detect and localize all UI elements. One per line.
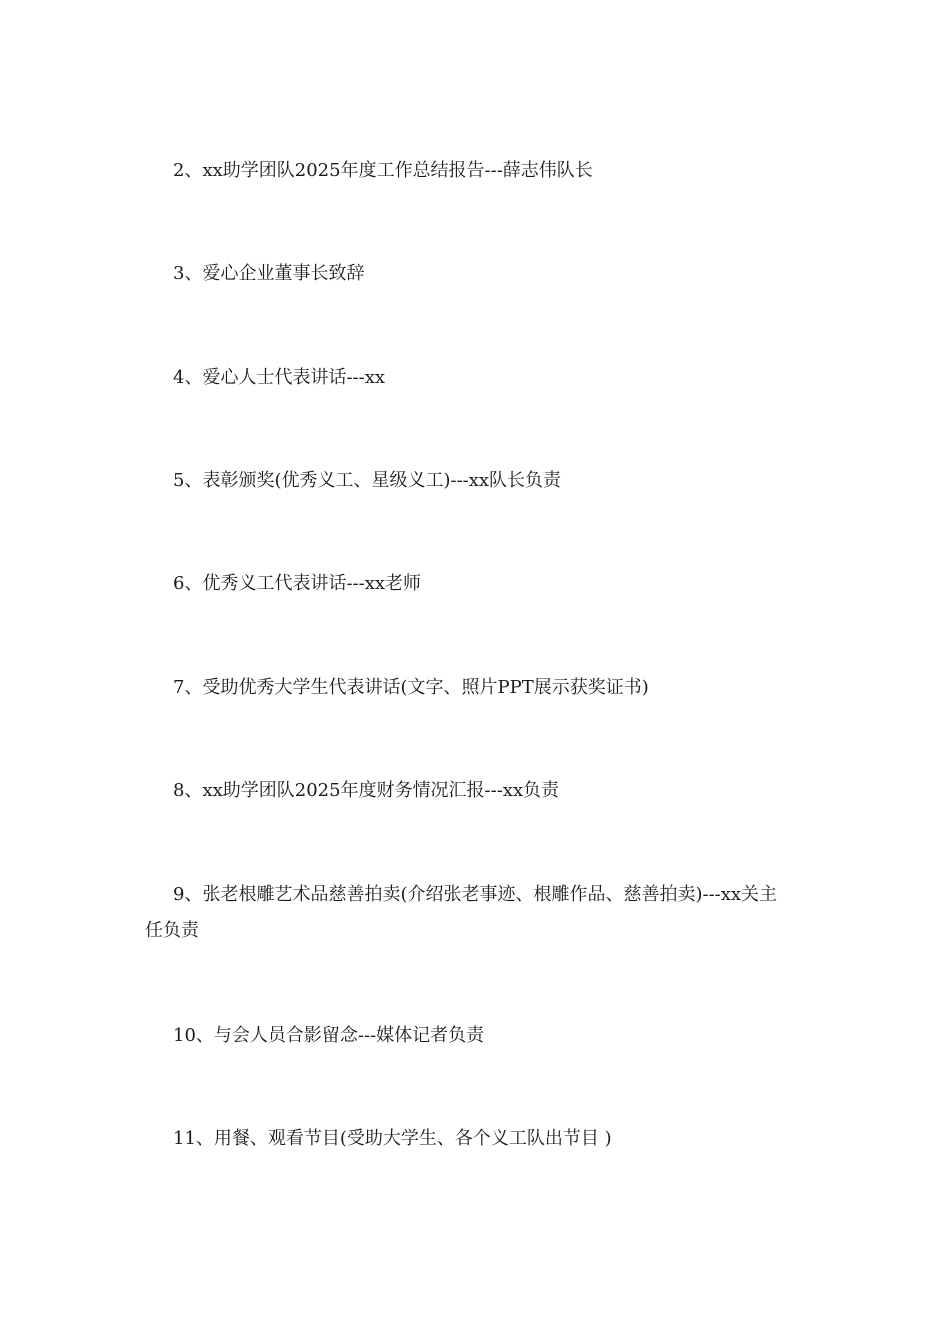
agenda-item-3: 3、爱心企业董事长致辞 bbox=[173, 263, 365, 284]
agenda-item-6: 6、优秀义工代表讲话---xx老师 bbox=[173, 573, 421, 594]
agenda-item-4: 4、爱心人士代表讲话---xx bbox=[173, 367, 386, 388]
agenda-item-5: 5、表彰颁奖(优秀义工、星级义工)---xx队长负责 bbox=[173, 470, 562, 491]
agenda-item-9: 9、张老根雕艺术品慈善拍卖(介绍张老事迹、根雕作品、慈善拍卖)---xx关主任负责 bbox=[145, 884, 778, 941]
agenda-item-10: 10、与会人员合影留念---媒体记者负责 bbox=[173, 1025, 485, 1046]
agenda-item-2: 2、xx助学团队2025年度工作总结报告---薛志伟队长 bbox=[173, 160, 593, 181]
agenda-item-11: 11、用餐、观看节目(受助大学生、各个义工队出节目 ) bbox=[173, 1128, 612, 1149]
agenda-item-7: 7、受助优秀大学生代表讲话(文字、照片PPT展示获奖证书) bbox=[173, 677, 649, 698]
agenda-item-8: 8、xx助学团队2025年度财务情况汇报---xx负责 bbox=[173, 780, 560, 801]
